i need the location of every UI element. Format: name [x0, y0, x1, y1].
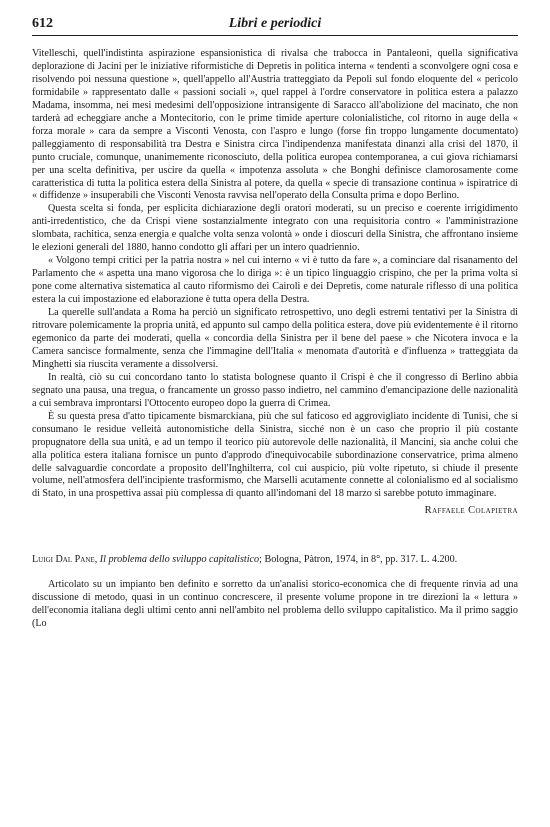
review-citation: Luigi Dal Pane, Il problema dello sviluppo capitalistico; Bologna, Pàtron, 1974, in 8°, pp. 317. L. 4.200.: [32, 554, 458, 566]
article-paragraph: La querelle sull'andata a Roma ha perciò un significato retrospettivo, uno degli estremi tentativi per la Sinistra di ritrovare polemicamente la propria unità, ed appunto sul campo della politica estera, dove più evidentemente è il ritorno egemonico da parte dei moderati, quella « concordia della Sinistra per il bene del paese » che Nicotera invoca e la Camera sancisce formalmente, senza che l'immagine dell'Italia « menomata d'autorità e d'influenza » tratteggiata da Minghetti sia riuscita veramente a dissolversi.: [32, 307, 518, 370]
page-number: 612: [32, 16, 53, 31]
journal-title: Libri e periodici: [228, 16, 322, 31]
article-paragraph: Vitelleschi, quell'indistinta aspirazione espansionistica di rivalsa che trabocca in Pantaleoni, quella significativa deplorazione di Jacini per le iniziative riformistiche di Depretis in politica interna « tendenti a sconvolgere ogni cosa e risolvendo poi nessuna questione », quell'appello all'Austria tratteggiato da Pepoli sul fondo eloquente del « pericolo formidabile » rappresentato dalle « passioni sociali », quel rappel à l'ordre conservatore in politica estera a palazzo Madama, insomma, nei mesi medesimi dell'opposizione intransigente di Saracco all'abolizione del macinato, che non tarderà ad echeggiare anche a Montecitorio, con le prime timide aperture colonialistiche, col ritorno in auge della « forza morale » cara da sempre a Visconti Venosta, con l'aspro e lungo (forse fin troppo lungamente documentato) palleggiamento di responsabilità tra Destra e Sinistra circa l'indipendenza manifestata dinanzi alla crisi del 1870, il punto cruciale, comunque, unanimemente riconosciuto, della politica europea contemporanea, a cui giova richiamarsi per una scelta definitiva, per uscire da quella « impotenza assoluta » che Bonghi definisce clamorosamente come caratteristica di tutta la politica estera della Sinistra al potere, da quella « specie di transazione continua » ispiratrice di « diffidenze » insuperabili che Visconti Venosta ravvisa nell'operato della Consulta prima e dopo Berlino.: [32, 48, 518, 202]
article-body: [32, 48, 518, 518]
article-paragraph: In realtà, ciò su cui concordano tanto lo statista bolognese quanto il Crispi è che il congresso di Berlino abbia segnato una pausa, una tregua, o francamente un grosso passo indietro, nel cammino d'emancipazione delle nazionalità a cui sembrava improntarsi l'Ottocento europeo dopo la guerra di Crimea.: [32, 371, 518, 409]
review-body: [32, 579, 518, 631]
review-paragraph: Articolato su un impianto ben definito e sorretto da un'analisi storico-economica che di frequente rinvia ad una discussione di metodo, quasi in un continuo concrescere, il presente volume propone in tre direzioni la « lettura » dell'economia italiana degli ultimi cento anni nell'ambito nel problema dello sviluppo capitalistico. Ma il primo saggio (Lo: [32, 579, 518, 630]
article-paragraph: Questa scelta si fonda, per esplicita dichiarazione degli oratori moderati, su un preciso e coerente irrigidimento anti-irredentistico, che da Crispi viene sostanzialmente integrato con una requisitoria contro « l'amministrazione slombata, rachitica, senza energia e qualche volta senza volontà » onde i dioscuri della Sinistra, che affrontano insieme le elezioni generali del 1880, hanno condotto gli affari per un intero quadriennio.: [32, 203, 518, 254]
review-author: Luigi Dal Pane: [32, 554, 95, 566]
article-paragraph: « Volgono tempi critici per la patria nostra » nel cui interno « vi è tutto da fare », a cominciare dal risanamento del Parlamento che « aspetta una mano vigorosa che lo diriga »: è un tipico linguaggio crispino, che per la prima volta si pone come alternativa sistematica al cauto riformismo dei Cairoli e dei Depretis, come naturale riflesso di una politica estera la cui impostazione ed elaborazione è tutta opera della Destra.: [32, 255, 518, 306]
article-paragraph: È su questa presa d'atto tipicamente bismarckiana, più che sul faticoso ed aggrovigliato incidente di Tunisi, che si consumano le residue velleità autonomistiche della Sinistra, sicché non è un caso che proprio il più costante propugnatore della sua unità, e ad un tempo il teorico più autorevole delle nazionalità, il Mancini, sia anche colui che alla politica estera italiana fornisce un punto d'approdo d'inequivocabile subordinazione conservatrice, prima almeno delle salvaguardie concordate a proposito dell'Inghilterra, col cui auspicio, più volte ripetuto, si chiude il presente volume, nell'atmosfera dell'incipiente trasformismo, che Marselli acutamente connette al colonialismo ed al socialismo di Stato, in una prospettiva assai più complessa di quanto all'indomani del 18 marzo si sarebbe potuto immaginare.: [32, 410, 518, 500]
author-signature: Raffaele Colapietra: [424, 505, 518, 517]
review-publication: ; Bologna, Pàtron, 1974, in 8°, pp. 317. L. 4.200.: [259, 554, 458, 566]
running-head: [32, 14, 518, 36]
review-title: Il problema dello sviluppo capitalistico: [99, 554, 260, 566]
